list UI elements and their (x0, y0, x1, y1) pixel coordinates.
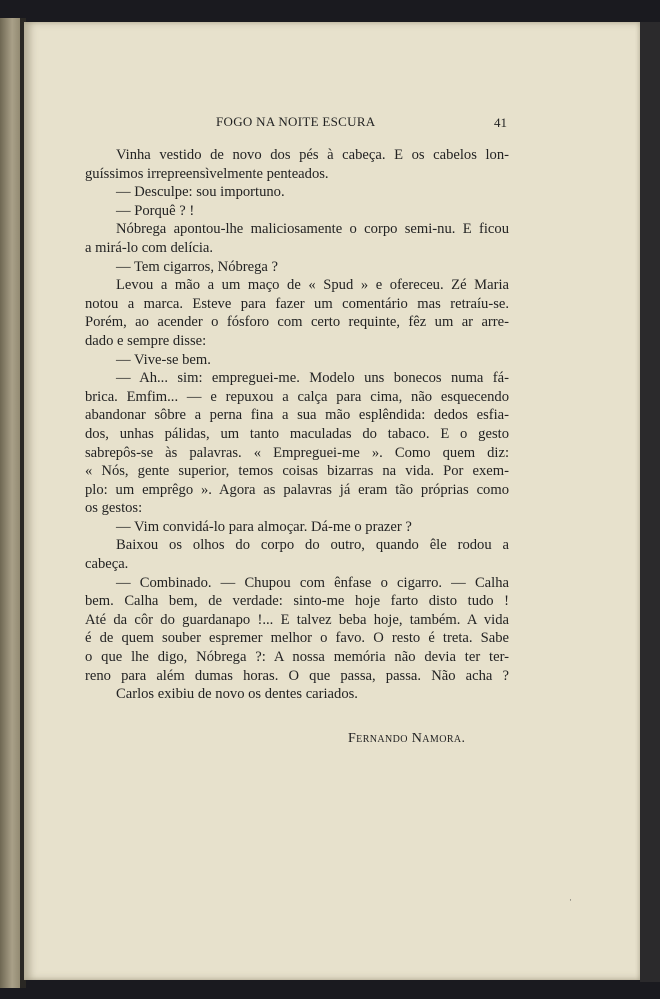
page-number: 41 (494, 115, 507, 130)
author-signature: Fernando Namora. (348, 731, 466, 746)
text-line: Até da côr do guardanapo !... E talvez beba hoje, também. A vida (85, 611, 509, 628)
text-line: Porém, ao acender o fósforo com certo requinte, fêz um ar arre- (85, 314, 509, 331)
text-line: bem. Calha bem, de verdade: sinto-me hoje farto disto tudo ! (85, 593, 509, 610)
text-line: — Vim convidá-lo para almoçar. Dá-me o prazer ? (116, 518, 412, 535)
text-line: « Nós, gente superior, temos coisas bizarras na vida. Por exem- (85, 463, 509, 480)
text-line: os gestos: (85, 500, 143, 517)
text-line: — Porquê ? ! (116, 202, 195, 219)
text-line: Nóbrega apontou-lhe maliciosamente o corpo semi-nu. E ficou (116, 221, 509, 238)
text-line: — Ah... sim: empreguei-me. Modelo uns bonecos numa fá- (116, 370, 509, 387)
text-line: — Vive-se bem. (116, 351, 211, 368)
text-line: Vinha vestido de novo dos pés à cabeça. E os cabelos lon- (116, 147, 509, 163)
text-line: dado e sempre disse: (85, 332, 207, 349)
text-line: Carlos exibiu de novo os dentes cariados. (116, 686, 358, 703)
background-strip (640, 22, 660, 982)
facing-page-edge (0, 18, 22, 988)
text-line: dos, unhas pálidas, um tanto maculadas do tabaco. E o gesto (85, 425, 509, 442)
text-line: Levou a mão a um maço de « Spud » e ofereceu. Zé Maria (116, 277, 509, 294)
text-line: a mirá-lo com delícia. (85, 239, 214, 256)
text-line: é de quem souber espremer melhor o favo. O resto é treta. Sabe (85, 630, 509, 647)
text-line: reno para além dumas horas. O que passa, passa. Não acha ? (85, 667, 509, 684)
text-line: sabrepôs-se às palavras. « Empreguei-me ». Como quem diz: (85, 444, 509, 461)
running-title: FOGO NA NOITE ESCURA (216, 114, 376, 129)
text-line: Baixou os olhos do corpo do outro, quando êle rodou a (116, 537, 509, 554)
text-line: — Desculpe: sou importuno. (116, 184, 285, 201)
text-line: — Tem cigarros, Nóbrega ? (116, 258, 279, 275)
text-line: o que lhe digo, Nóbrega ?: A nossa memória não devia ter ter- (85, 649, 509, 666)
text-line: guíssimos irrepreensìvelmente penteados. (85, 165, 329, 182)
text-line: plo: um emprêgo ». Agora as palavras já eram tão próprias como (85, 481, 509, 498)
text-line: brica. Emfim... — e repuxou a calça para cima, não esquecendo (85, 388, 509, 405)
print-speck: · (569, 895, 572, 905)
body-text (85, 146, 509, 704)
text-line: cabeça. (85, 556, 129, 573)
text-line: abandonar sôbre a perna fina a sua mão esplêndida: dedos esfia- (85, 407, 509, 424)
text-line: — Combinado. — Chupou com ênfase o cigarro. — Calha (116, 574, 509, 591)
text-line: notou a marca. Esteve para fazer um comentário mas retraíu-se. (85, 295, 509, 312)
